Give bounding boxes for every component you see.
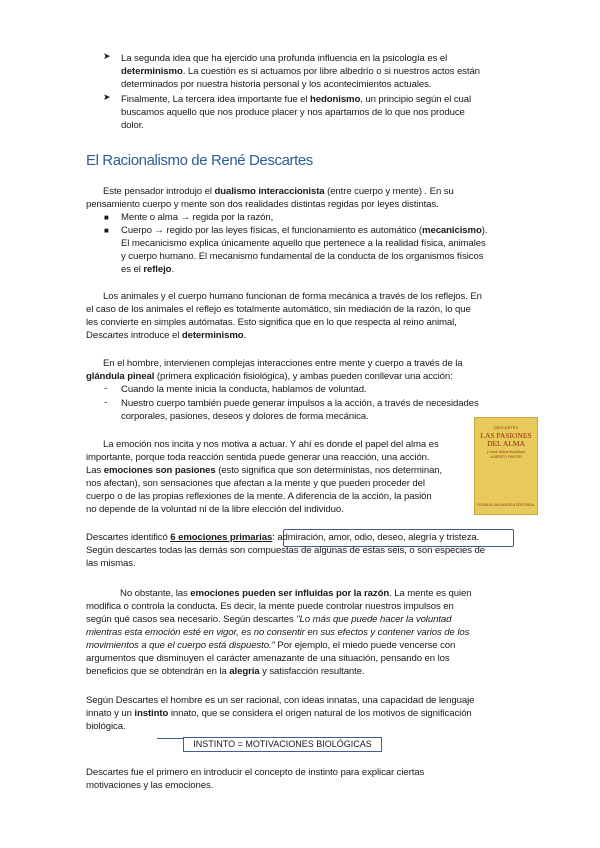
text: las mismas. [86, 558, 136, 569]
bold-term: hedonismo [309, 94, 361, 105]
bold-term: instinto [134, 708, 169, 719]
text: (esto significa que son deterministas, nos determinan, [215, 465, 443, 476]
text: Según descartes todas las demás son compuestas de algunas de estas seis, o son especies de [86, 545, 485, 556]
text: argumentos que disminuyen el carácter amenazante de una situación, pensando en los [86, 653, 450, 664]
text: Nuestro cuerpo también puede generar impulsos a la acción, a través de necesidades [121, 398, 479, 409]
text: Cuerpo → regido por las leyes físicas, el funcionamiento es automático ( [121, 225, 423, 236]
text: motivaciones y las emociones. [86, 780, 214, 791]
bold-term: glándula pineal [86, 371, 155, 382]
text: les convierte en simples autómatas. Esto significa que en lo que respecta al reino animal, [86, 317, 457, 328]
paragraph-emociones [86, 438, 442, 516]
text: El mecanicismo explica únicamente aquello que pertenece a la realidad física, animales [121, 238, 486, 249]
book-subtitle-block [475, 450, 537, 460]
section-heading: El Racionalismo de René Descartes [86, 152, 313, 169]
text: . La mente es quien [389, 588, 472, 599]
text: Por ejemplo, el miedo puede vencerse con [274, 640, 456, 651]
dash-bullet: - [104, 383, 108, 394]
bold-term: emociones son pasiones [103, 465, 216, 476]
book-title: LAS PASIONES DEL ALMA [480, 431, 532, 448]
text: según qué casos sea necesario. Según descartes [86, 614, 297, 625]
square-bullet-icon: ■ [104, 226, 109, 235]
text: Descartes fue el primero en introducir el concepto de instinto para explicar ciertas [86, 767, 425, 778]
callout-text: INSTINTO = MOTIVACIONES BIOLÓGICAS [193, 739, 372, 749]
bold-term: reflejo [143, 264, 172, 275]
text: . [171, 264, 175, 275]
text: beneficios que se obtendrán en la [86, 666, 230, 677]
paragraph-conclusion [86, 766, 424, 792]
text: cuerpo o de las propias reflexiones de la mente. A diferencia de la acción, la pasión [86, 491, 432, 502]
text: Los animales y el cuerpo humano funcionan de forma mecánica a través de los reflejos. En [103, 291, 482, 302]
book-author: DESCARTES [493, 425, 519, 430]
text: Las [86, 465, 104, 476]
text: determinados por nuestra historia personal y los acontecimientos actuales. [121, 79, 432, 90]
paragraph-reflejos [86, 290, 482, 342]
bold-term: mecanicismo [422, 225, 482, 236]
text: No obstante, las [120, 588, 191, 599]
text: , un principio según el cual [360, 94, 472, 105]
text: y satisfacción resultante. [259, 666, 365, 677]
bold-term: emociones pueden ser influidas por la razón [190, 588, 390, 599]
text: La emoción nos incita y nos motiva a actuar. Y ahí es donde el papel del alma es [103, 439, 439, 450]
dash-bullet: - [104, 397, 108, 408]
text: el caso de los animales el reflejo es totalmente automático, sin mediación de la razón, lo que [86, 304, 471, 315]
bold-term: dualismo interaccionista [214, 186, 325, 197]
text: (primera explicación fisiológica), y ambas pueden conllevar una acción: [154, 371, 453, 382]
text: Finalmente, La tercera idea importante fue el [121, 94, 310, 105]
arrow-bullet-icon: ➤ [103, 92, 111, 102]
arrow-bullet-icon: ➤ [103, 51, 111, 61]
paragraph-6-emociones [86, 531, 485, 570]
book-cover-image [474, 417, 538, 515]
text: Descartes identificó [86, 532, 171, 543]
text: : admiración, amor, odio, deseo, alegría y tristeza. [272, 532, 480, 543]
book-subtitle: y otros textos filosóficos [486, 450, 526, 454]
instinto-callout-box [183, 737, 382, 752]
text: En el hombre, intervienen complejas interacciones entre mente y cuerpo a través de la [103, 358, 463, 369]
bullet-mente: Mente o alma → regida por la razón, [121, 212, 274, 223]
text: biológica. [86, 721, 126, 732]
text: corporales, pasiones, deseos y dolores de forma mecánica. [121, 411, 369, 422]
quote-text: mientras esta emoción esté en vigor, es no consentir en sus efectos y contener varios de los [86, 627, 470, 638]
text: innato, que se considera el origen natural de los motivos de significación [168, 708, 472, 719]
bold-term: determinismo [181, 330, 244, 341]
paragraph-dualismo [86, 185, 454, 211]
dash-item-cuerpo [121, 397, 479, 423]
paragraph-razon [86, 587, 472, 678]
text: Este pensador introdujo el [103, 186, 215, 197]
square-bullet-icon: ■ [104, 213, 109, 222]
text: modifica o controla la conducta. Es decir, la mente puede controlar nuestros impulsos en [86, 601, 454, 612]
bold-term: alegría [229, 666, 260, 677]
text: buscamos aquello que nos produce placer y nos apartamos de lo que nos produce [121, 107, 465, 118]
quote-text: "Lo más que puede hacer la voluntad [296, 614, 452, 625]
bold-term: 6 emociones primarias [170, 532, 273, 543]
text: nos afectan), son sensaciones que afectan a la mente y que pueden proceder del [86, 478, 425, 489]
paragraph-instinto [86, 694, 474, 733]
text: Según Descartes el hombre es un ser racional, con ideas innatas, una capacidad de lenguaje [86, 695, 475, 706]
intro-bullet-1 [121, 52, 480, 91]
dash-item-voluntad: Cuando la mente inicia la conducta, hablamos de voluntad. [121, 384, 367, 395]
text: importante, porque toda reacción sentida puede generar una reacción, una acción. [86, 452, 430, 463]
text: innato y un [86, 708, 135, 719]
text: ). [481, 225, 488, 236]
intro-bullet-2 [121, 93, 471, 132]
book-editor: ALBERTO PINTOR [490, 455, 522, 459]
text: (entre cuerpo y mente) . En su [324, 186, 454, 197]
text: es el [121, 264, 144, 275]
bold-term: determinismo [121, 66, 183, 77]
book-publisher: ROSALÍA SALVADORA EDITORIAL [477, 503, 535, 507]
text: . [243, 330, 247, 341]
text: no depende de la voluntad ni de la libre elección del individuo. [86, 504, 344, 515]
text: . La cuestión es si actuamos por libre albedrío o si nuestros actos están [182, 66, 480, 77]
text: La segunda idea que ha ejercido una profunda influencia en la psicología es el [121, 53, 448, 64]
text: dolor. [121, 120, 144, 131]
box-connector-line [157, 730, 183, 739]
paragraph-glandula [86, 357, 462, 383]
text: y cuerpo humano. El mecanismo fundamental de la conducta de los organismos físicos [121, 251, 484, 262]
text: Descartes introduce el [86, 330, 182, 341]
quote-text: movimientos a que el cuerpo está dispuesto." [86, 640, 275, 651]
text: pensamiento cuerpo y mente son dos realidades distintas regidas por leyes distintas. [86, 199, 439, 210]
bullet-cuerpo [121, 224, 487, 276]
